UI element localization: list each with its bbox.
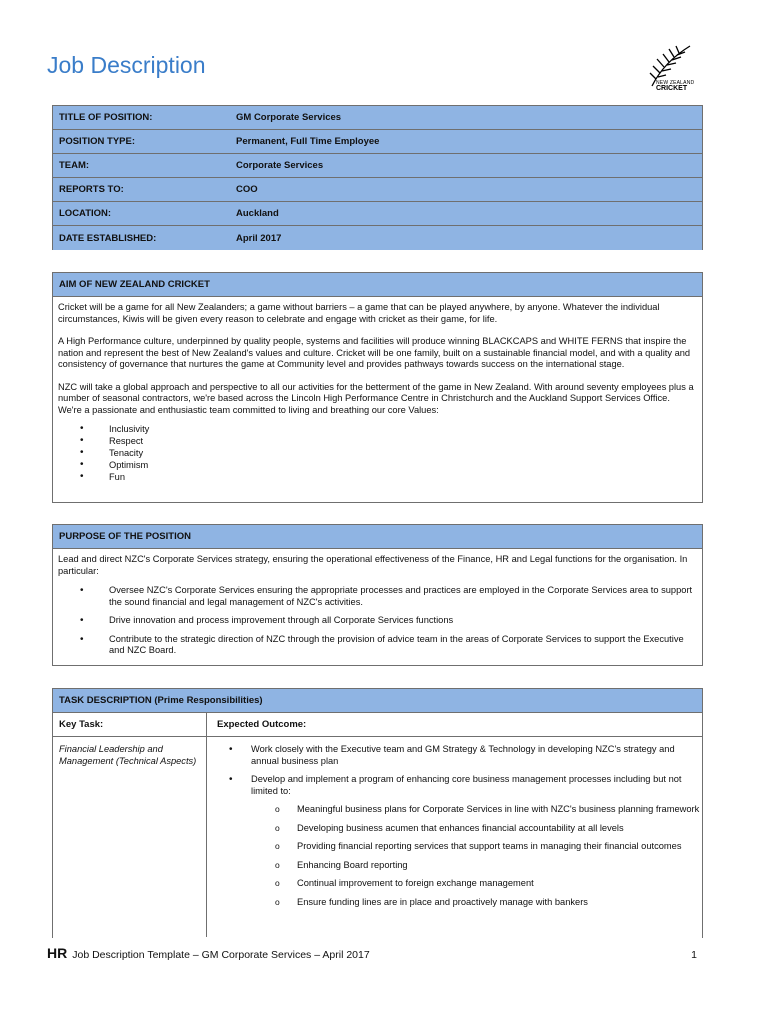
- sub-list-item: o Meaningful business plans for Corporate Services in line with NZC's business planning framework: [275, 804, 702, 816]
- purpose-body: [53, 549, 702, 670]
- list-item: • Oversee NZC's Corporate Services ensuring the appropriate processes and practices are employed in the Corporate Services area to support the sound financial and legal management of NZC's activities.: [80, 585, 696, 608]
- list-item-text: Develop and implement a program of enhancing core business management processes including but not limited to:: [251, 774, 682, 796]
- info-value: GM Corporate Services: [236, 112, 342, 123]
- page-title: Job Description: [47, 52, 206, 78]
- footer-text: Job Description Template – GM Corporate Services – April 2017: [72, 949, 370, 961]
- list-item: • Inclusivity: [80, 423, 696, 435]
- footer-hr-label: HR: [47, 945, 68, 961]
- info-row: [53, 130, 702, 154]
- info-value: Corporate Services: [236, 160, 324, 171]
- sub-list-item: o Providing financial reporting services that support teams in managing their financial outcomes: [275, 841, 702, 853]
- info-row: [53, 178, 702, 202]
- sub-list-item: o Continual improvement to foreign exchange management: [275, 878, 702, 890]
- aim-body: [53, 297, 702, 489]
- aim-section: [52, 272, 703, 503]
- info-row: [53, 226, 702, 250]
- purpose-heading: PURPOSE OF THE POSITION: [53, 525, 702, 549]
- sub-list-item: o Ensure funding lines are in place and proactively manage with bankers: [275, 897, 702, 909]
- info-label: POSITION TYPE:: [59, 136, 136, 147]
- info-value: Permanent, Full Time Employee: [236, 136, 380, 147]
- info-row: [53, 154, 702, 178]
- info-value: April 2017: [236, 232, 282, 244]
- info-label: TITLE OF POSITION:: [59, 112, 153, 123]
- aim-paragraph: A High Performance culture, underpinned by quality people, systems and facilities will produce winning BLACKCAPS and WHITE FERNS that inspire the nation and represent the best of New Zealand's values and culture. Cricket will be one family, built on a sustainable financial model, and with a quality and consistency of governance that nurtures the game at Community level and provides pathways towards success on the international stage.: [58, 336, 691, 369]
- list-item: • Drive innovation and process improvement through all Corporate Services functions: [80, 615, 696, 627]
- task-heading: TASK DESCRIPTION (Prime Responsibilities): [53, 689, 702, 713]
- logo-text-cricket: CRICKET: [656, 85, 688, 92]
- list-item: [229, 774, 702, 908]
- sub-list: [251, 804, 702, 908]
- purpose-intro: Lead and direct NZC's Corporate Services strategy, ensuring the operational effectiveness of the Finance, HR and Legal functions for the organisation. In particular:: [58, 554, 688, 576]
- info-label: LOCATION:: [59, 208, 112, 219]
- outcome-list: [207, 744, 702, 908]
- aim-paragraph: Cricket will be a game for all New Zealanders; a game without barriers – a game that can be played anywhere, by anyone. Whatever the individual circumstances, Kiwis will be given every reason to celebrate and engage with cricket as their game, for life.: [58, 302, 660, 324]
- aim-heading: AIM OF NEW ZEALAND CRICKET: [53, 273, 702, 297]
- list-item: • Contribute to the strategic direction of NZC through the provision of advice team in the areas of Corporate Services to support the Executive and NZC Board.: [80, 634, 696, 657]
- page-number: 1: [691, 949, 697, 961]
- info-label: DATE ESTABLISHED:: [59, 232, 157, 244]
- aim-paragraph: NZC will take a global approach and perspective to all our activities for the betterment of the game in New Zealand. With around seventy employees plus a number of seasonal contractors, we're based across the Lincoln High Performance Centre in Christchurch and the Auckland Support Services Office. We're a passionate and enthusiastic team committed to living and breathing our core Values:: [58, 381, 694, 415]
- list-item: • Tenacity: [80, 447, 696, 459]
- sub-list-item: o Enhancing Board reporting: [275, 860, 702, 872]
- key-task-cell: Financial Leadership and Management (Technical Aspects): [53, 737, 207, 937]
- info-label: REPORTS TO:: [59, 184, 124, 195]
- info-row: [53, 106, 702, 130]
- page-footer: [47, 945, 697, 961]
- list-item: • Fun: [80, 471, 696, 483]
- position-info-table: [52, 105, 703, 250]
- values-list: [58, 423, 696, 483]
- logo-text-nz: NEW ZEALAND: [656, 80, 695, 86]
- list-item: • Respect: [80, 435, 696, 447]
- info-value: Auckland: [236, 208, 279, 219]
- column-key-task: Key Task:: [53, 713, 207, 736]
- list-item: • Work closely with the Executive team and GM Strategy & Technology in developing NZC's strategy and annual business plan: [229, 744, 702, 767]
- list-item: • Optimism: [80, 459, 696, 471]
- task-section: [52, 688, 703, 938]
- info-label: TEAM:: [59, 160, 90, 171]
- table-row: [53, 737, 702, 937]
- info-row: [53, 202, 702, 226]
- purpose-section: [52, 524, 703, 666]
- purpose-list: [58, 585, 696, 657]
- info-value: COO: [236, 184, 258, 195]
- column-expected-outcome: Expected Outcome:: [217, 719, 307, 730]
- task-column-header: [53, 713, 702, 737]
- sub-list-item: o Developing business acumen that enhances financial accountability at all levels: [275, 823, 702, 835]
- expected-outcome-cell: [207, 737, 702, 937]
